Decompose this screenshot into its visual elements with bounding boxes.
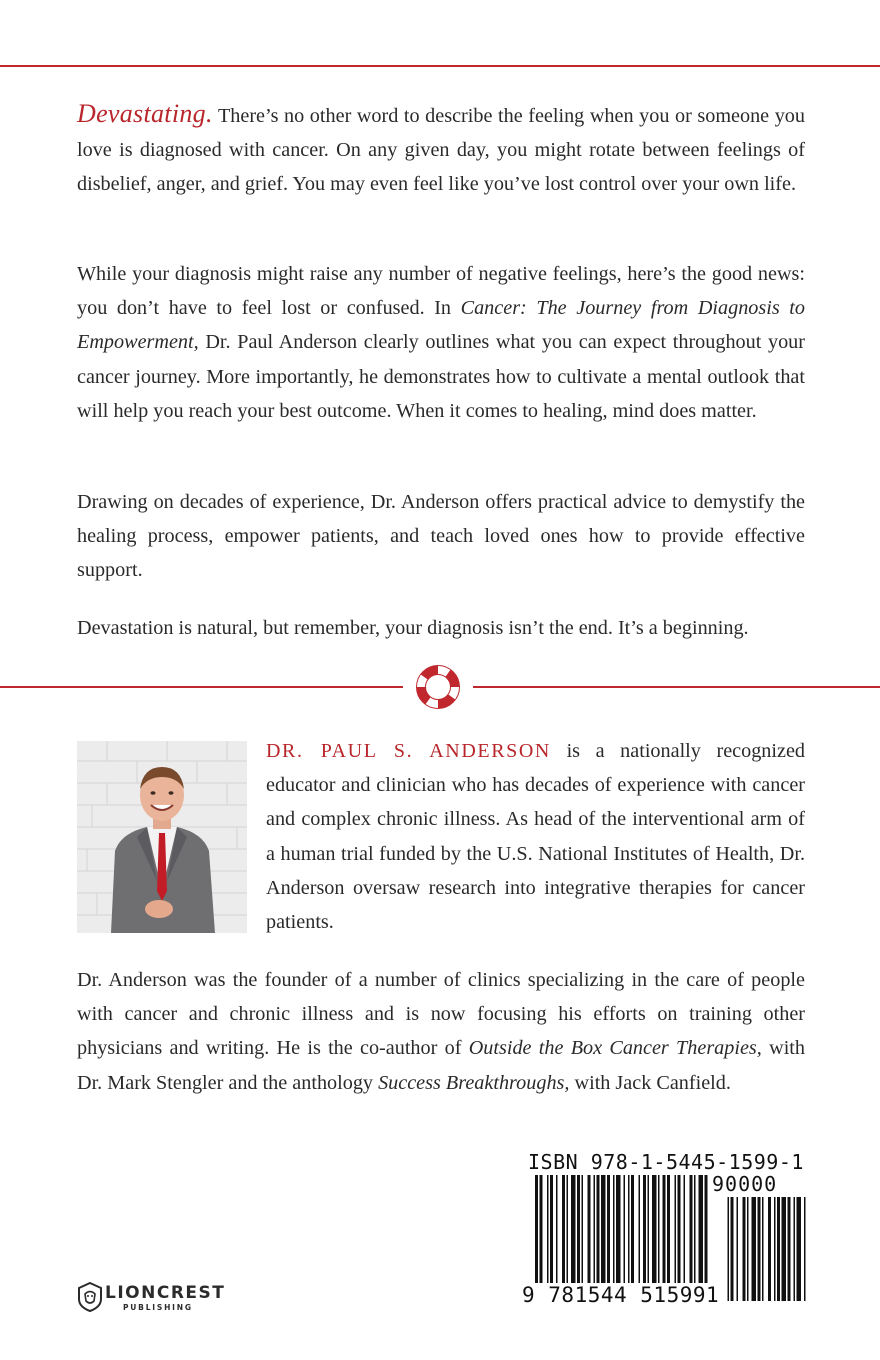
lifebuoy-icon xyxy=(416,665,460,709)
barcode-bar xyxy=(624,1175,626,1293)
barcode-bar xyxy=(567,1175,569,1283)
blurb-paragraph-4 xyxy=(77,611,805,645)
author-bio-1 xyxy=(266,734,805,939)
barcode-bar xyxy=(556,1175,558,1283)
author-bio-2-text-c: with Jack Canfield. xyxy=(574,1071,731,1094)
blurb-paragraph-1 xyxy=(77,97,805,202)
barcode-bar xyxy=(705,1175,708,1293)
anthology-title: Success Breakthroughs, xyxy=(378,1071,570,1094)
coauthor-book-title: Outside the Box Cancer Therapies, xyxy=(468,1037,762,1060)
author-bio-1-text: is a nationally recognized educator and clinician who has decades of experience with cancer and complex chronic illness. As head of the interventional arm of a human trial funded by the U.S. National Institutes of Health, Dr. Anderson oversaw research into integrative therapies for cancer patients. xyxy=(266,740,806,934)
barcode-bar xyxy=(577,1175,580,1283)
barcode-bar xyxy=(694,1175,696,1283)
barcode-bar xyxy=(667,1175,670,1283)
author-bio-2-text-a: Dr. Anderson was the founder of a number of clinics specializing in the care of people with cancer and chronic illness and is now focusing his efforts on training other physicians and writing. He is the co-author of xyxy=(77,969,805,1060)
addon-bar xyxy=(752,1197,757,1301)
blurb-paragraph-3-text: Drawing on decades of experience, Dr. Anderson offers practical advice to demystify the healing process, empower patients, and teach loved ones how to provide effective support. xyxy=(77,491,805,582)
addon-bar xyxy=(774,1197,776,1301)
barcode-bar xyxy=(571,1175,576,1283)
ean-digits: 9 781544 515991 xyxy=(522,1283,720,1307)
divider-rule-left xyxy=(0,686,403,688)
barcode-bar xyxy=(631,1175,634,1283)
addon-bar xyxy=(747,1197,749,1301)
blurb-paragraph-4-text: Devastation is natural, but remember, your diagnosis isn’t the end. It’s a beginning. xyxy=(77,617,749,639)
addon-bar xyxy=(777,1197,780,1301)
barcode-bar xyxy=(643,1175,646,1283)
barcode-bar xyxy=(547,1175,549,1283)
addon-bar xyxy=(788,1197,791,1301)
barcode-bar xyxy=(607,1175,610,1283)
blurb-lead-word: Devastating. xyxy=(77,99,213,128)
barcode-bar xyxy=(562,1175,565,1283)
barcode-bar xyxy=(648,1175,650,1283)
publisher-sub: PUBLISHING xyxy=(123,1303,193,1312)
addon-bar xyxy=(782,1197,787,1301)
blurb-paragraph-3 xyxy=(77,485,805,588)
barcode-bar xyxy=(658,1175,660,1283)
barcode-bar xyxy=(582,1175,584,1283)
blurb-paragraph-2 xyxy=(77,257,805,428)
addon-bar xyxy=(728,1197,730,1301)
isbn-text: ISBN 978-1-5445-1599-1 xyxy=(528,1150,804,1174)
barcode-bar xyxy=(639,1175,641,1283)
addon-bar xyxy=(743,1197,746,1301)
addon-bar xyxy=(768,1197,771,1301)
barcode-bar xyxy=(550,1175,553,1283)
barcode-bar xyxy=(597,1175,600,1283)
author-name: DR. PAUL S. ANDERSON xyxy=(266,740,551,762)
lion-emblem-icon xyxy=(77,1282,103,1312)
barcode-bar xyxy=(588,1175,591,1283)
barcode-bar xyxy=(601,1175,606,1283)
barcode-bar xyxy=(675,1175,677,1283)
divider-rule-right xyxy=(473,686,880,688)
barcode-bar xyxy=(535,1175,538,1293)
addon-bar xyxy=(762,1197,764,1301)
blurb-paragraph-2-text-b: Dr. Paul Anderson clearly outlines what you can expect throughout your cancer journey. More importantly, he demonstrates how to cultivate a mental outlook that will help you reach your best outcome. When it comes to healing, mind does matter. xyxy=(77,331,806,422)
barcode-bar xyxy=(652,1175,657,1283)
blurb-paragraph-2-text-a: While your diagnosis might raise any number of negative feelings, here’s the good news: you don’t have to feel lost or confused. In xyxy=(77,263,805,320)
barcode-bar xyxy=(663,1175,666,1283)
addon-bar xyxy=(797,1197,802,1301)
barcode-bar xyxy=(690,1175,693,1283)
barcode-bar xyxy=(628,1175,630,1283)
author-bio-2-text-b: with Dr. Mark Stengler and the anthology xyxy=(77,1037,805,1094)
barcode-bar xyxy=(616,1175,621,1283)
barcode-bar xyxy=(594,1175,596,1283)
blurb-paragraph-1-text: There’s no other word to describe the feeling when you or someone you love is diagnosed with cancer. On any given day, you might rotate between feelings of disbelief, anger, and grief. You may even feel like you’ve lost control over your own life. xyxy=(77,105,805,196)
barcode-bar xyxy=(613,1175,615,1283)
addon-bar xyxy=(737,1197,739,1301)
author-photo xyxy=(77,741,247,933)
top-rule xyxy=(0,65,880,67)
publisher-name: LIONCREST xyxy=(105,1283,226,1303)
addon-bar xyxy=(731,1197,734,1301)
book-title: Cancer: The Journey from Diagnosis to Empowerment, xyxy=(77,297,805,354)
barcode-bar xyxy=(684,1175,686,1283)
barcode-bar xyxy=(540,1175,543,1283)
addon-bar xyxy=(758,1197,761,1301)
addon-bar xyxy=(804,1197,806,1301)
barcode-bar xyxy=(699,1175,704,1283)
barcode-addon: 90000 xyxy=(712,1172,778,1196)
author-bio-2 xyxy=(77,963,805,1100)
addon-bar xyxy=(794,1197,796,1301)
barcode-bar xyxy=(678,1175,681,1283)
